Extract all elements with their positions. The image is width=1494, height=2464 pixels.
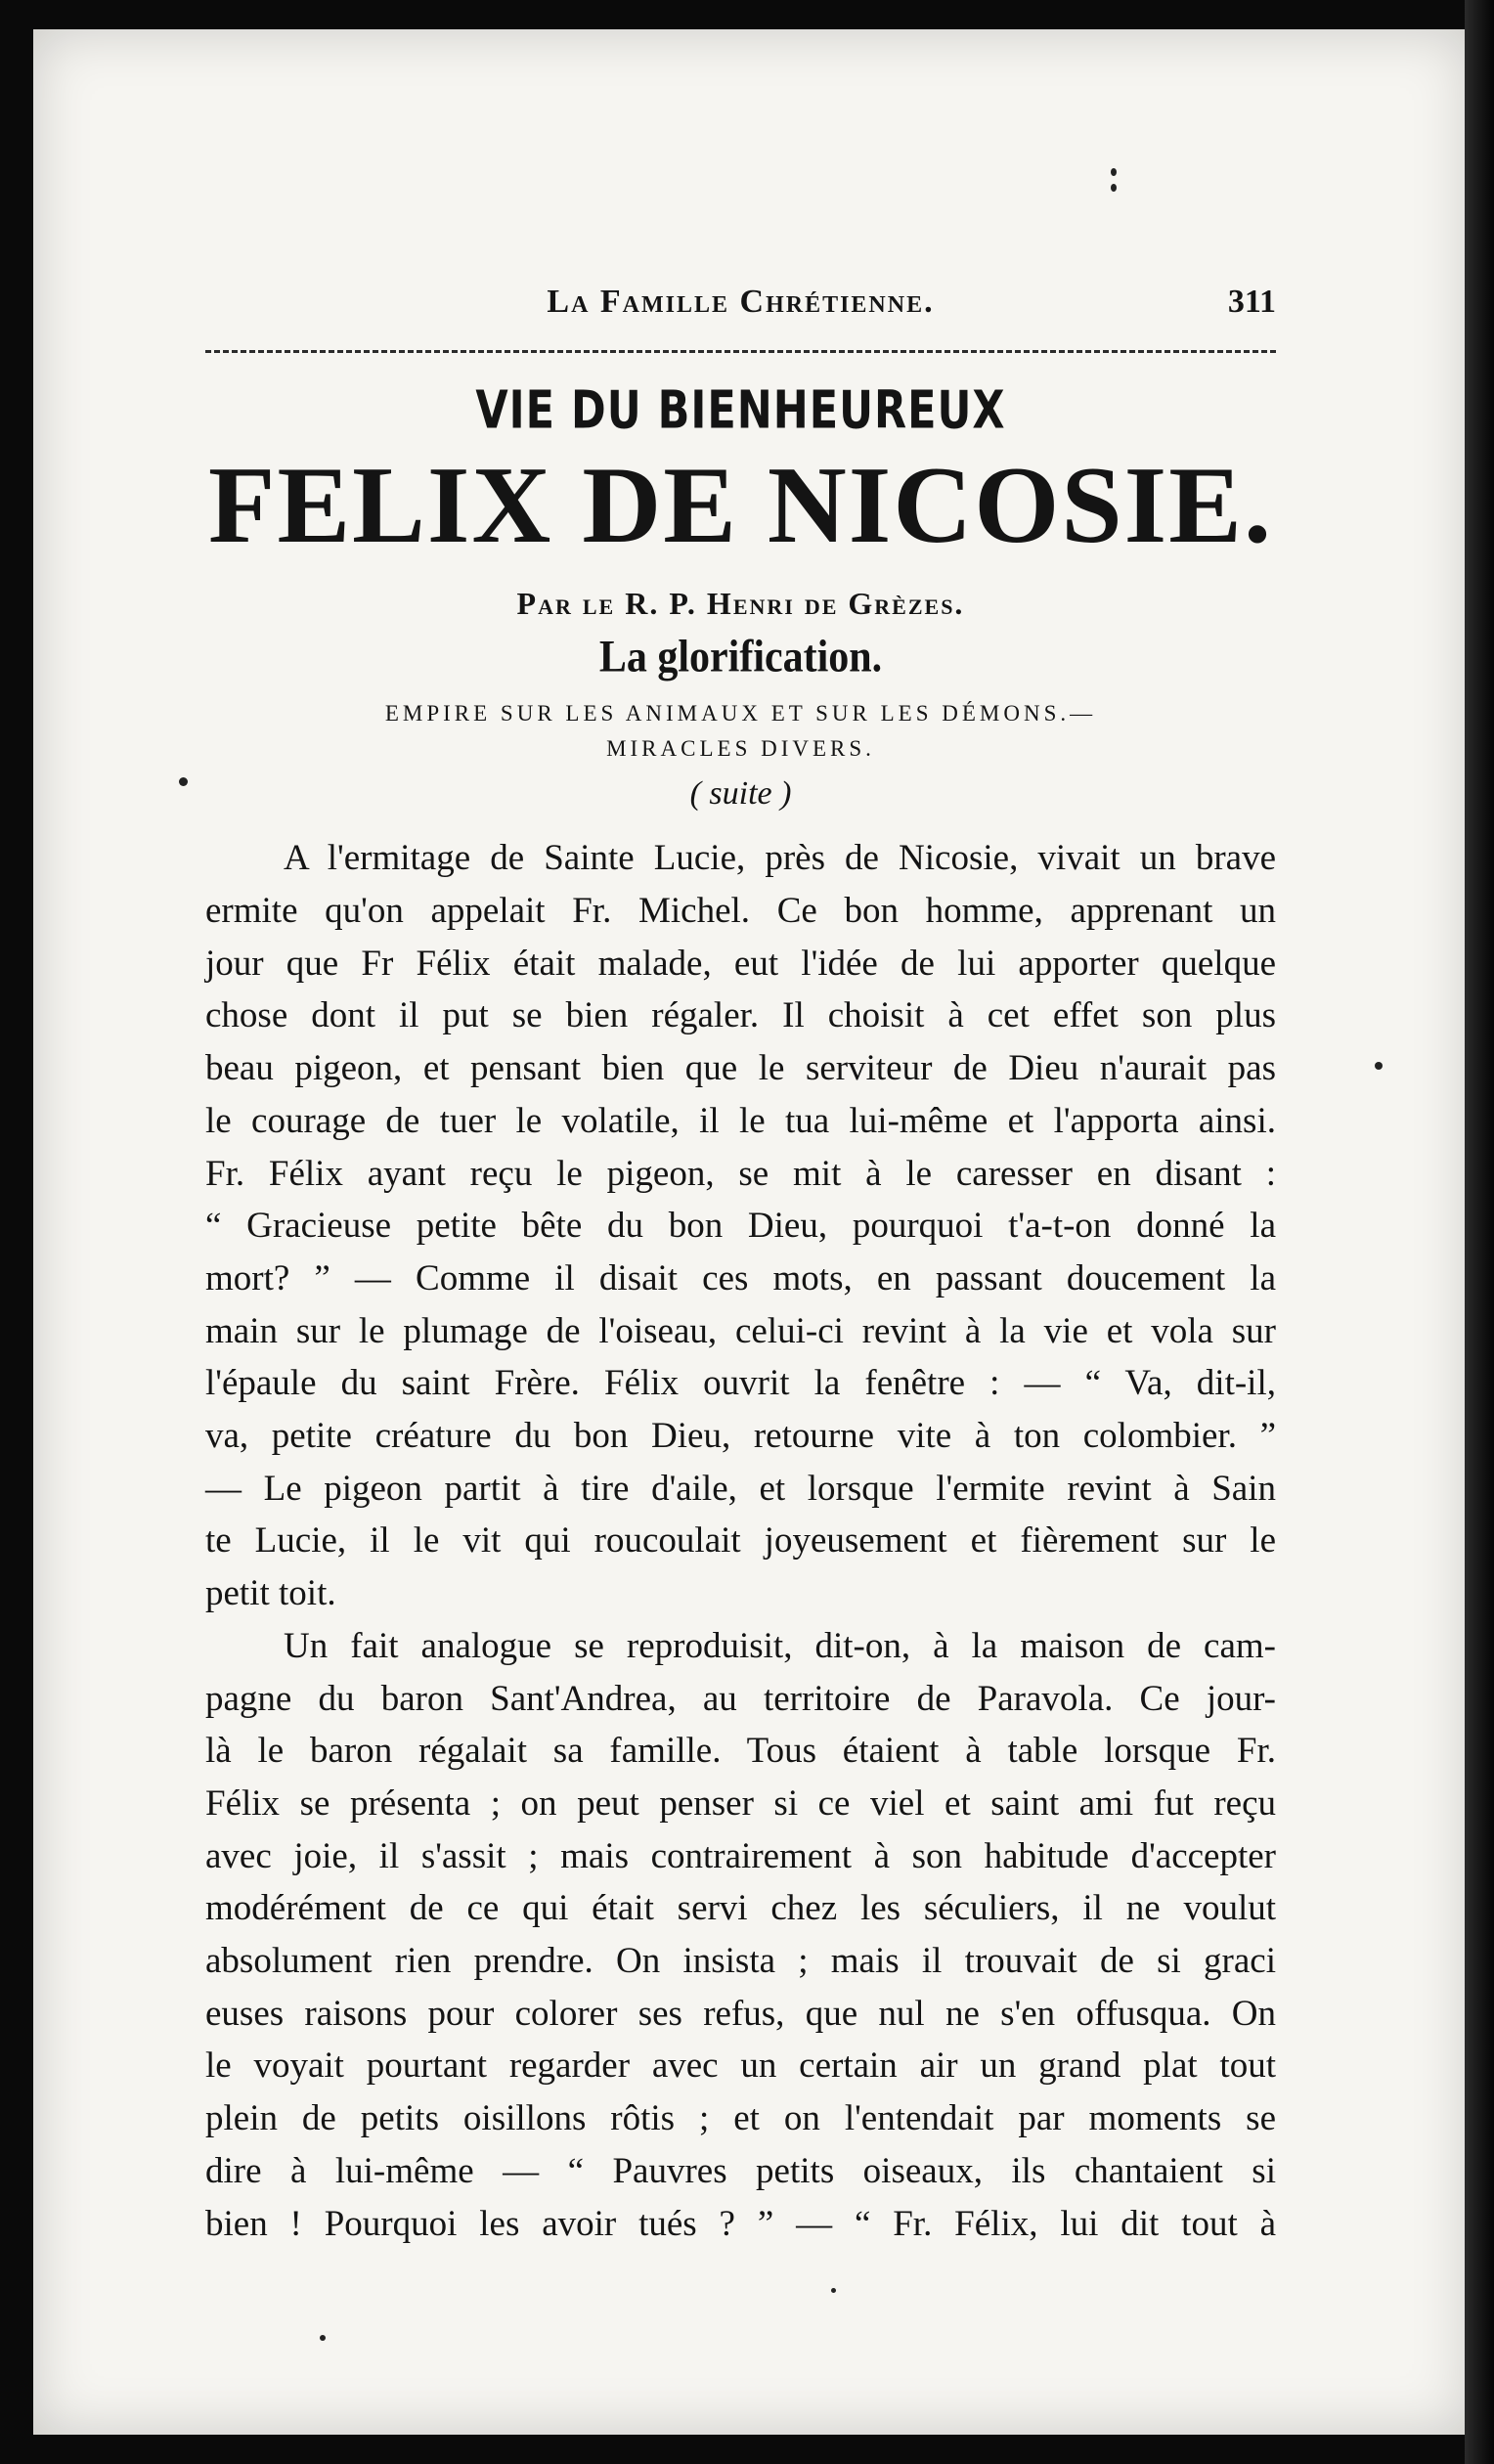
text-line: euses raisons pour colorer ses refus, que nul ne s'en offusqua. On — [205, 1993, 1276, 2034]
text-line: là le baron régalait sa famille. Tous étaient à table lorsque Fr. — [205, 1731, 1276, 1772]
text-line: avec joie, il s'assit ; mais contrairement à son habitude d'accepter — [205, 1835, 1276, 1876]
scan-speck — [1111, 184, 1117, 192]
section-title: La glorification. — [598, 632, 883, 682]
text-line: dire à lui-même — “ Pauvres petits oiseaux, ils chantaient si — [205, 2150, 1276, 2191]
scan-speck — [831, 2288, 836, 2293]
text-line: Un fait analogue se reproduisit, dit-on, à la maison de cam- — [284, 1625, 1276, 1666]
text-line: le courage de tuer le volatile, il le tua lui-même et l'apporta ainsi. — [205, 1100, 1276, 1141]
text-line: modérément de ce qui était servi chez les séculiers, il ne voulut — [205, 1888, 1276, 1929]
text-line: — Le pigeon partit à tire d'aile, et lorsque l'ermite revint à Sain — [205, 1468, 1276, 1509]
text-line: “ Gracieuse petite bête du bon Dieu, pourquoi t'a-t-on donné la — [205, 1206, 1276, 1247]
paragraph-2 — [205, 1620, 1276, 2250]
text-line: pagne du baron Sant'Andrea, au territoire de Paravola. Ce jour- — [205, 1678, 1276, 1719]
article-subtitle: VIE DU BIENHEUREUX — [475, 379, 1006, 442]
text-line: absolument rien prendre. On insista ; mais il trouvait de si graci — [205, 1941, 1276, 1982]
page-edge-shadow — [1465, 0, 1494, 2464]
text-line: beau pigeon, et pensant bien que le serviteur de Dieu n'aurait pas — [205, 1048, 1276, 1089]
scan-speck — [179, 777, 188, 786]
continued-label: ( suite ) — [689, 775, 792, 813]
article-author: Par le R. P. Henri de Grèzes. — [516, 586, 965, 621]
section-topics — [205, 696, 1276, 766]
text-line: A l'ermitage de Sainte Lucie, près de Nicosie, vivait un brave — [284, 838, 1276, 879]
text-line: va, petite créature du bon Dieu, retourne vite à ton colombier. ” — [205, 1416, 1276, 1457]
text-line: mort? ” — Comme il disait ces mots, en passant doucement la — [205, 1257, 1276, 1298]
page-content — [205, 284, 1276, 2250]
scan-speck — [320, 2335, 326, 2341]
text-line: plein de petits oisillons rôtis ; et on l'entendait par moments se — [205, 2098, 1276, 2139]
article-title: FELIX DE NICOSIE. — [208, 445, 1273, 566]
text-line: ermite qu'on appelait Fr. Michel. Ce bon homme, apprenant un — [205, 890, 1276, 931]
scan-speck — [1111, 168, 1117, 176]
topics-line-2: MIRACLES DIVERS. — [606, 735, 875, 761]
text-line: te Lucie, il le vit qui roucoulait joyeusement et fièrement sur le — [205, 1520, 1276, 1562]
paragraph-1 — [205, 832, 1276, 1620]
text-line: bien ! Pourquoi les avoir tués ? ” — “ Fr. Félix, lui dit tout à — [205, 2203, 1276, 2244]
text-line: petit toit. — [205, 1573, 336, 1614]
text-line: Félix se présenta ; on peut penser si ce viel et saint ami fut reçu — [205, 1782, 1276, 1824]
text-line: l'épaule du saint Frère. Félix ouvrit la fenêtre : — “ Va, dit-il, — [205, 1363, 1276, 1404]
scan-speck — [1375, 1062, 1383, 1070]
text-line: main sur le plumage de l'oiseau, celui-ci revint à la vie et vola sur — [205, 1310, 1276, 1351]
text-line: Fr. Félix ayant reçu le pigeon, se mit à le caresser en disant : — [205, 1153, 1276, 1194]
text-line: chose dont il put se bien régaler. Il choisit à cet effet son plus — [205, 995, 1276, 1036]
text-line: le voyait pourtant regarder avec un certain air un grand plat tout — [205, 2046, 1276, 2087]
topics-line-1: EMPIRE SUR LES ANIMAUX ET SUR LES DÉMONS.— — [384, 701, 1097, 726]
text-line: jour que Fr Félix était malade, eut l'idée de lui apporter quelque — [205, 943, 1276, 984]
article-body — [205, 832, 1276, 2250]
running-header — [205, 284, 1276, 353]
running-title: La Famille Chrétienne. — [547, 284, 935, 320]
page-number: 311 — [1227, 284, 1276, 320]
